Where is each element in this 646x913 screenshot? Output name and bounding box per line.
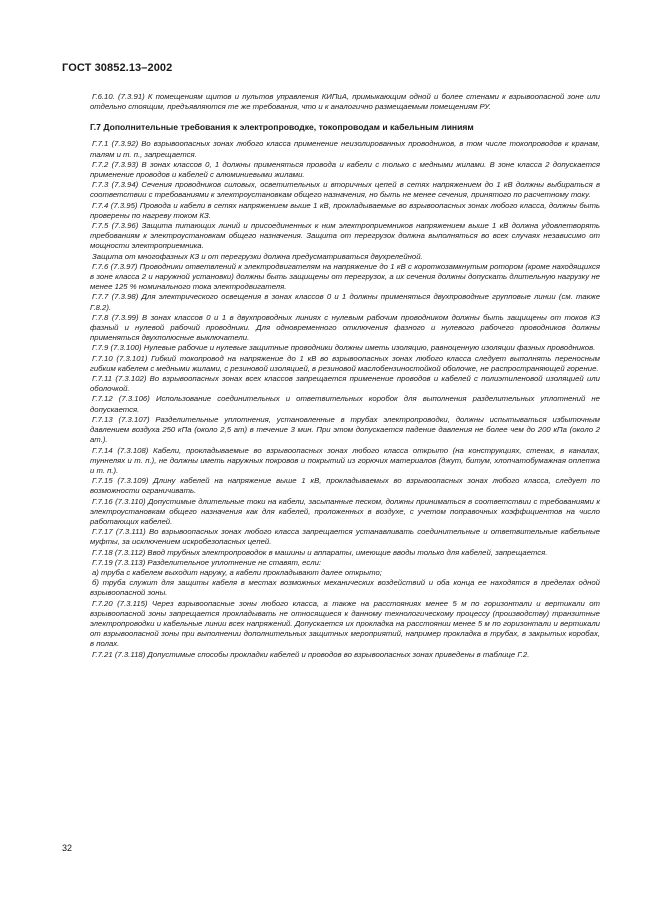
paragraph-g7-4: Г.7.4 (7.3.95) Провода и кабели в сетях напряжением выше 1 кВ, прокладываемые во взрывоопасных зонах любого класса, должны быть проверены по нагреву током КЗ. — [90, 200, 600, 220]
paragraph-g7-13: Г.7.13 (7.3.107) Разделительные уплотнения, установленные в трубах электропроводки, должны испытываться избыточным давлением воздуха 250 кПа (около 2,5 ат) в течение 3 мин. При этом допускается падение давления не более чем до 200 кПа (около 2 ат.). — [90, 414, 600, 445]
document-body — [90, 92, 600, 660]
paragraph-g7-15: Г.7.15 (7.3.109) Длину кабелей на напряжение выше 1 кВ, прокладываемых во взрывоопасных зонах любого класса, следует по возможности ограничивать. — [90, 476, 600, 496]
paragraph-g7-5: Г.7.5 (7.3.96) Защита питающих линий и присоединенных к ним электроприемников напряжением выше 1 кВ должна удовлетворять требованиям к электроустановкам общего назначения. Защита от перегрузок должна выполняться во всех случаях независимо от мощности электроприемника. — [90, 221, 600, 251]
paragraph-g7-17: Г.7.17 (7.3.111) Во взрывоопасных зонах любого класса запрещается устанавливать соединительные и ответвительные кабельные муфты, за исключением искробезопасных цепей. — [90, 527, 600, 547]
paragraph-g7-20: Г.7.20 (7.3.115) Через взрывоопасные зоны любого класса, а также на расстояниях менее 5 м по горизонтали и вертикали от взрывоопасной зоны запрещается прокладывать не относящиеся к данному технологическому процессу (производству) транзитные электропроводки и кабельные линии всех напряжений. Допускается их прокладка на расстоянии менее 5 м по горизонтали и вертикали от взрывоопасной зоны при выполнении дополнительных защитных мероприятий, например прокладка в трубах, в закрытых коробах, в полах. — [90, 598, 600, 649]
list-item-b: б) труба служит для защиты кабеля в местах возможных механических воздействий и оба конца ее находятся в пределах одной взрывоопасной зоны. — [90, 578, 600, 598]
section-title-g7: Г.7 Дополнительные требования к электропроводке, токопроводам и кабельным линиям — [90, 122, 474, 133]
list-item-a: а) труба с кабелем выходит наружу, а кабели прокладывают далее открыто; — [92, 567, 382, 577]
paragraph-g6-10: Г.6.10. (7.3.91) К помещениям щитов и пультов управления КИПиА, примыкающим одной и более стенами к взрывоопасной зоне или отдельно стоящим, предъявляются те же требования, что и к аналогично размещаемым помещениям РУ. — [90, 92, 600, 112]
paragraph-g7-10: Г.7.10 (7.3.101) Гибкий токопровод на напряжение до 1 кВ во взрывоопасных зонах любого класса следует выполнять переносным гибким кабелем с медными жилами, с резиновой изоляцией, в резиновой маслобензиностойкой оболочке, не распространяющей горение. — [90, 353, 600, 373]
paragraph-g7-3: Г.7.3 (7.3.94) Сечения проводников силовых, осветительных и вторичных цепей в сетях напряжением до 1 кВ должны выбираться в соответствии с требованиями к электроустановкам общего назначения, но быть не менее сечения, принятого по расчетному току. — [90, 180, 600, 200]
paragraph-g7-9: Г.7.9 (7.3.100) Нулевые рабочие и нулевые защитные проводники должны иметь изоляцию, равноценную изоляции фазных проводников. — [92, 343, 596, 353]
paragraph-g7-16: Г.7.16 (7.3.110) Допустимые длительные токи на кабели, засыпанные песком, должны приниматься в соответствии с требованиями к электроустановкам общего назначения как для кабелей, проложенных в воздухе, с учетом поправочных коэффициентов на число работающих кабелей. — [90, 496, 600, 526]
paragraph-g7-11: Г.7.11 (7.3.102) Во взрывоопасных зонах всех классов запрещается применение проводов и кабелей с полиэтиленовой изоляцией или оболочкой. — [90, 374, 600, 394]
paragraph-g7-18: Г.7.18 (7.3.112) Ввод трубных электропроводок в машины и аппараты, имеющие вводы только для кабелей, запрещается. — [92, 547, 548, 557]
paragraph-g7-2: Г.7.2 (7.3.93) В зонах классов 0, 1 должны применяться провода и кабели с только с медными жилами. В зоне класса 2 допускается применение проводов и кабелей с алюминиевыми жилами. — [90, 159, 600, 180]
document-header-title: ГОСТ 30852.13–2002 — [62, 62, 173, 74]
page-number: 32 — [62, 843, 73, 853]
paragraph-g7-8: Г.7.8 (7.3.99) В зонах классов 0 и 1 в двухпроводных линиях с нулевым рабочим проводником должны быть защищены от токов КЗ фазный и нулевой рабочий проводники. Для одновременного отключения фазного и нулевого рабочего проводников должны применяться двухполюсные выключатели. — [90, 312, 600, 343]
paragraph-g7-12: Г.7.12 (7.3.106) Использование соединительных и ответвительных коробок для выполнения разделительных уплотнений не допускается. — [90, 394, 600, 414]
paragraph-g7-5-cont: Защита от многофазных КЗ и от перегрузки должна предусматриваться двухрелейной. — [92, 251, 423, 261]
paragraph-g7-19: Г.7.19 (7.3.113) Разделительное уплотнение не ставят, если: — [92, 557, 322, 567]
paragraph-g7-6: Г.7.6 (7.3.97) Проводники ответвлений к электродвигателям на напряжение до 1 кВ с короткозамкнутым ротором (кроме находящихся в зоне класса 2 и наружной установки) должны быть защищены от перегрузок, а их сечения должны допускать длительную нагрузку не менее 125 % номинального тока электродвигателя. — [90, 261, 600, 292]
paragraph-g7-7: Г.7.7 (7.3.98) Для электрического освещения в зонах классов 0 и 1 должны применяться двухпроводные групповые линии (см. также Г.8.2). — [90, 292, 600, 312]
paragraph-g7-21: Г.7.21 (7.3.118) Допустимые способы прокладки кабелей и проводов во взрывоопасных зонах приведены в таблице Г.2. — [92, 649, 530, 659]
paragraph-g7-1: Г.7.1 (7.3.92) Во взрывоопасных зонах любого класса применение неизолированных проводников, в том числе токопроводов к кранам, талям и т. п., запрещается. — [90, 139, 600, 159]
paragraph-g7-14: Г.7.14 (7.3.108) Кабели, прокладываемые во взрывоопасных зонах любого класса открыто (на конструкциях, стенах, в каналах, туннелях и т. п.), не должны иметь наружных покровов и покрытий из горючих материалов (джут, битум, хлопчатобумажная оплетка и т. п.). — [90, 445, 600, 475]
